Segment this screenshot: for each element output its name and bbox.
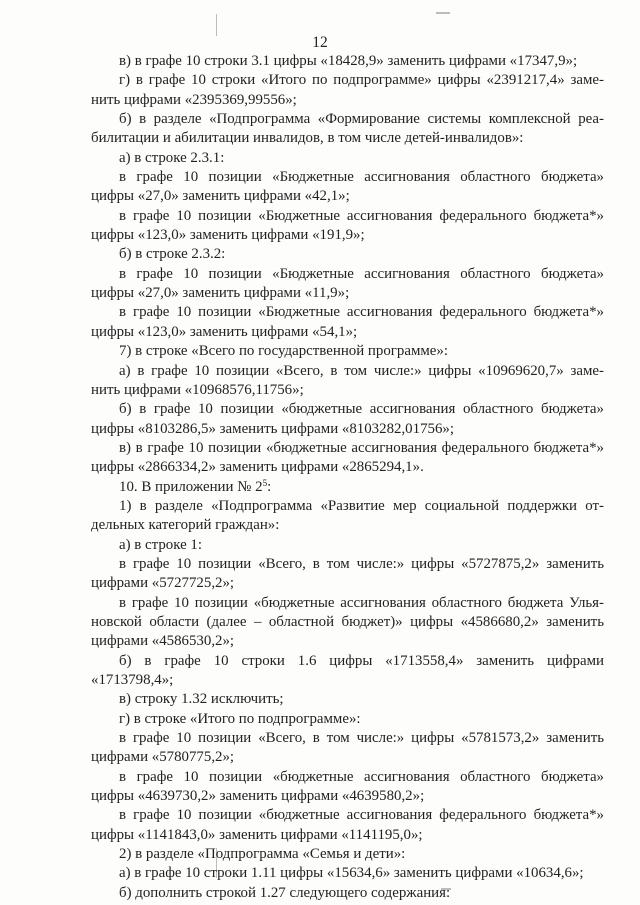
text-line xyxy=(91,555,604,574)
text-line xyxy=(91,516,604,535)
text-line xyxy=(91,458,604,477)
text-line xyxy=(91,806,604,825)
line-text: в графе 10 позиции «Всего, в том числе:» цифры «5781573,2» заменить xyxy=(119,730,604,747)
text-line xyxy=(91,845,604,864)
line-text: 2) в разделе «Подпрограмма «Семья и дети»: xyxy=(119,846,406,863)
text-line xyxy=(91,536,604,555)
line-text: а) в строке 1: xyxy=(119,536,203,553)
text-line xyxy=(91,265,604,284)
text-line xyxy=(91,187,604,206)
line-text: а) в строке 2.3.1: xyxy=(119,149,225,166)
line-text: 1) в разделе «Подпрограмма «Развитие мер социальной поддержки от- xyxy=(119,497,604,514)
line-text: цифрами «4586530,2»; xyxy=(91,633,235,650)
text-line xyxy=(91,574,604,593)
line-text: г) в графе 10 строки «Итого по подпрограмме» цифры «2391217,4» заме- xyxy=(119,72,604,89)
text-line xyxy=(91,245,604,264)
line-text: цифры «123,0» заменить цифрами «191,9»; xyxy=(91,227,365,244)
text-line xyxy=(91,729,604,748)
scan-artifact xyxy=(436,12,450,14)
text-line xyxy=(91,710,604,729)
line-text: в) в графе 10 строки 3.1 цифры «18428,9» заменить цифрами «17347,9»; xyxy=(119,53,578,69)
text-line xyxy=(91,149,604,168)
line-text: нить цифрами «10968576,11756»; xyxy=(91,381,304,398)
footnote-superscript: 5 xyxy=(262,477,268,488)
line-text: цифрами «5727725,2»; xyxy=(91,575,235,592)
page-number: 12 xyxy=(312,34,328,51)
text-line xyxy=(91,420,604,439)
line-text: б) в строке 2.3.2: xyxy=(119,246,226,263)
line-text: 7) в строке «Всего по государственной программе»: xyxy=(119,343,448,360)
text-line xyxy=(91,864,604,883)
text-line xyxy=(91,342,604,361)
line-text: цифры «123,0» заменить цифрами «54,1»; xyxy=(91,323,358,340)
line-text: дельных категорий граждан»: xyxy=(91,517,280,534)
text-line xyxy=(91,884,604,903)
line-text: в графе 10 позиции «Бюджетные ассигнования федерального бюджета*» xyxy=(119,304,604,321)
text-line xyxy=(91,652,604,671)
line-text: в графе 10 позиции «бюджетные ассигнования областного бюджета Улья- xyxy=(119,594,604,611)
line-tail: : xyxy=(267,478,272,495)
line-text: цифры «8103286,5» заменить цифрами «8103282,01756»; xyxy=(91,420,454,437)
line-text: в графе 10 позиции «Всего, в том числе:» цифры «5727875,2» заменить xyxy=(119,555,604,572)
text-line xyxy=(91,303,604,322)
line-text: б) дополнить строкой 1.27 следующего содержания: xyxy=(119,884,451,901)
line-text: новской области (далее – областной бюджет)» цифры «4586680,2» заменить xyxy=(91,613,604,630)
line-text: б) в графе 10 строки 1.6 цифры «1713558,4» заменить цифрами xyxy=(119,652,604,669)
text-line xyxy=(91,768,604,787)
line-text: в графе 10 позиции «бюджетные ассигнования федерального бюджета*» xyxy=(119,807,604,824)
text-line xyxy=(91,323,604,342)
text-line xyxy=(91,207,604,226)
line-text: цифры «27,0» заменить цифрами «42,1»; xyxy=(91,188,350,205)
line-text: в графе 10 позиции «Бюджетные ассигнования областного бюджета» xyxy=(119,169,604,186)
line-text: б) в графе 10 позиции «бюджетные ассигнования областного бюджета» xyxy=(119,401,604,418)
text-line xyxy=(91,613,604,632)
line-text: «1713798,4»; xyxy=(91,672,174,688)
text-line xyxy=(91,71,604,90)
text-line xyxy=(91,362,604,381)
line-text: в графе 10 позиции «бюджетные ассигнования областного бюджета» xyxy=(119,768,604,785)
text-line xyxy=(91,110,604,129)
line-text: цифрами «5780775,2»; xyxy=(91,749,235,766)
line-text: г) в строке «Итого по подпрограмме»: xyxy=(119,710,361,727)
text-line xyxy=(91,594,604,613)
text-line xyxy=(91,671,604,690)
line-text: цифры «4639730,2» заменить цифрами «4639580,2»; xyxy=(91,788,425,805)
text-line xyxy=(91,284,604,303)
text-line xyxy=(91,690,604,709)
text-line xyxy=(91,497,604,516)
text-line xyxy=(91,52,604,71)
line-text: цифры «27,0» заменить цифрами «11,9»; xyxy=(91,285,350,302)
text-line xyxy=(91,632,604,651)
line-text: цифры «2866334,2» заменить цифрами «2865294,1». xyxy=(91,459,424,476)
line-text: 10. В приложении № 2 xyxy=(119,478,263,495)
text-line xyxy=(91,826,604,845)
text-line xyxy=(91,787,604,806)
line-text: а) в графе 10 строки 1.11 цифры «15634,6» заменить цифрами «10634,6»; xyxy=(119,865,584,882)
line-text: цифры «1141843,0» заменить цифрами «1141195,0»; xyxy=(91,826,423,843)
text-line xyxy=(91,91,604,110)
text-line xyxy=(91,439,604,458)
text-line xyxy=(91,129,604,148)
document-body xyxy=(91,52,604,903)
scan-artifact xyxy=(216,14,217,36)
text-line xyxy=(91,478,604,497)
text-line xyxy=(91,400,604,419)
line-text: а) в графе 10 позиции «Всего, в том числе:» цифры «10969620,7» заме- xyxy=(119,362,604,379)
line-text: билитации и абилитации инвалидов, в том числе детей-инвалидов»: xyxy=(91,130,524,147)
text-line xyxy=(91,226,604,245)
line-text: в графе 10 позиции «Бюджетные ассигнования федерального бюджета*» xyxy=(119,207,604,224)
text-line xyxy=(91,748,604,767)
line-text: в графе 10 позиции «Бюджетные ассигнования областного бюджета» xyxy=(119,265,604,282)
line-text: б) в разделе «Подпрограмма «Формирование системы комплексной реа- xyxy=(119,111,604,128)
line-text: в) в графе 10 позиции «бюджетные ассигнования федерального бюджета*» xyxy=(119,439,604,456)
line-text: в) строку 1.32 исключить; xyxy=(119,691,284,708)
text-line xyxy=(91,381,604,400)
text-line xyxy=(91,168,604,187)
line-text: нить цифрами «2395369,99556»; xyxy=(91,91,297,108)
